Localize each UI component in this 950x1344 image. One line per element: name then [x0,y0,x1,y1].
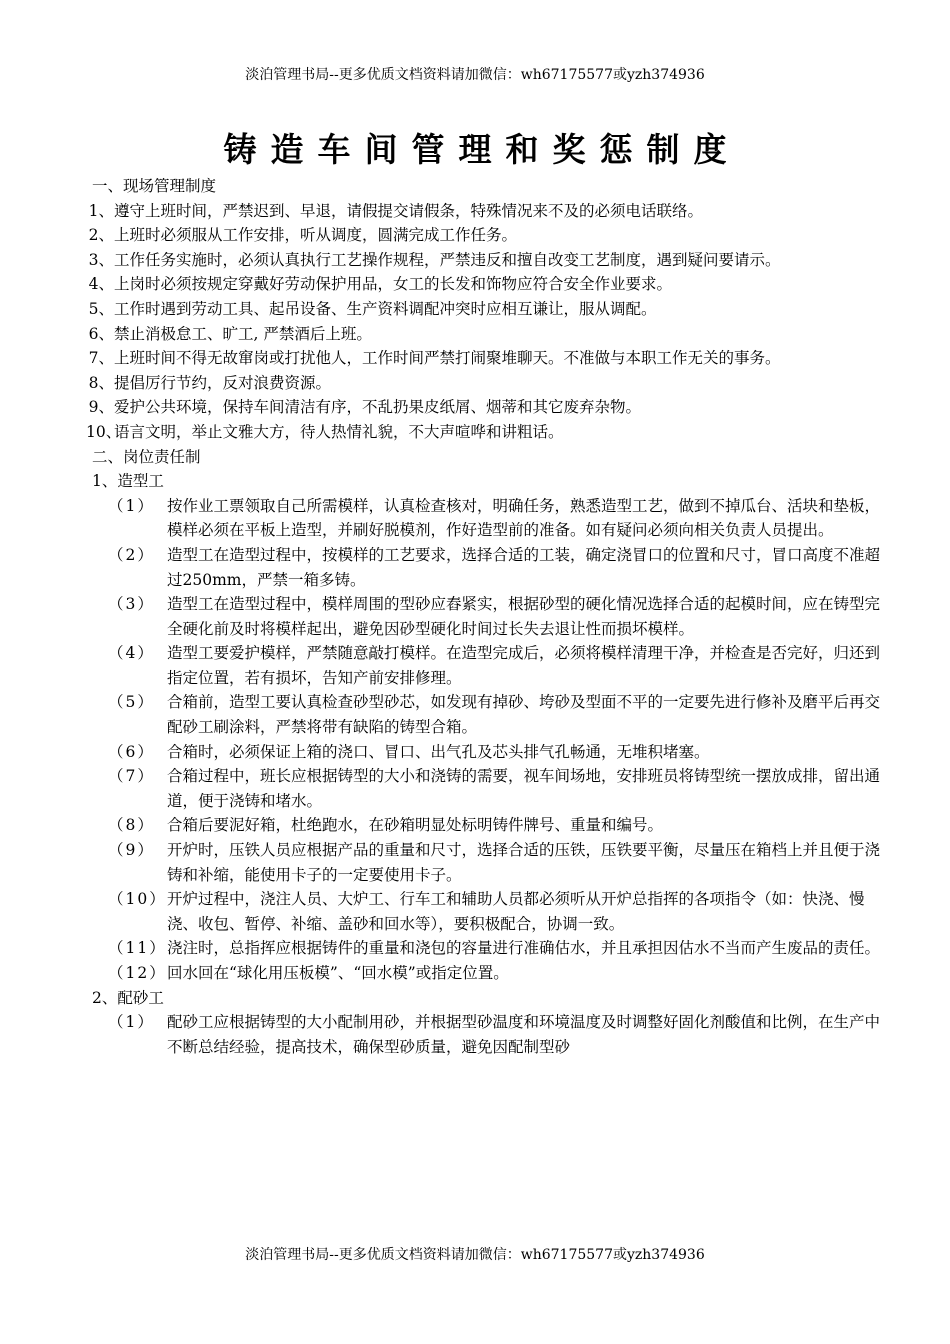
list-item [92,690,882,739]
footer-note: 淡泊管理书局--更多优质文档资料请加微信：wh67175577或yzh374936 [245,1247,705,1263]
item-number: （10） [108,890,167,909]
section-heading: 二、岗位责任制 [92,447,201,466]
list-item [92,887,882,936]
item-number: 2、 [88,226,114,245]
item-number: 6、 [88,324,114,343]
item-number: 3、 [88,250,114,269]
item-text: 爱护公共环境，保持车间清洁有序，不乱扔果皮纸屑、烟蒂和其它废弃杂物。 [114,398,642,417]
item-text: 合箱后要泥好箱，杜绝跑水，在砂箱明显处标明铸件牌号、重量和编号。 [167,816,664,835]
list-item [86,248,882,273]
item-text: 合箱前，造型工要认真检查砂型砂芯，如发现有掉砂、垮砂及型面不平的一定要先进行修补及磨平后再交配砂工刷涂料，严禁将带有缺陷的铸型合箱。 [167,693,881,737]
list-item [92,740,882,765]
item-number: （8） [108,816,155,835]
item-text: 开炉时，压铁人员应根据产品的重量和尺寸，选择合适的压铁，压铁要平衡，尽量压在箱档上并且便于浇铸和补缩，能使用卡子的一定要使用卡子。 [167,841,881,884]
item-number: （6） [108,742,155,761]
item-text: 语言文明，举止文雅大方，待人热情礼貌，不大声喧哗和讲粗话。 [114,422,564,441]
item-text: 按作业工票领取自己所需模样，认真检查核对，明确任务，熟悉造型工艺，做到不掉瓜台、活块和垫板，模样必须在平板上造型，并刷好脱模剂，作好造型前的准备。如有疑问必须向相关负责人员提出。 [167,496,881,540]
header-note: 淡泊管理书局--更多优质文档资料请加微信：wh67175577或yzh374936 [245,67,705,83]
list-item [92,592,882,641]
list-item [92,838,882,887]
list-item [86,395,882,420]
item-number: 4、 [88,275,114,294]
item-text: 工作时遇到劳动工具、起吊设备、生产资料调配冲突时应相互谦让，服从调配。 [114,299,657,318]
item-number: （2） [108,545,155,564]
item-text: 造型工在造型过程中，按模样的工艺要求，选择合适的工装，确定浇冒口的位置和尺寸，冒口高度不准超过250mm，严禁一箱多铸。 [167,545,881,589]
item-text: 开炉过程中，浇注人员、大炉工、行车工和辅助人员都必须听从开炉总指挥的各项指令（如：快浇、慢浇、收包、暂停、补缩、盖砂和回水等），要积极配合，协调一致。 [167,890,865,933]
item-number: （5） [108,693,155,712]
section2-sub1-list [92,494,882,986]
item-number: （9） [108,841,155,860]
section2-sub2-list [92,1010,882,1059]
item-text: 配砂工应根据铸型的大小配制用砂，并根据型砂温度和环境温度及时调整好固化剂酸值和比例，在生产中不断总结经验，提高技术，确保型砂质量，避免因配制型砂 [167,1013,881,1056]
document-title: 铸造车间管理和奖惩制度 [223,130,741,169]
item-number: 10、 [86,422,122,441]
list-item [86,272,882,297]
list-item [86,346,882,371]
item-text: 合箱过程中，班长应根据铸型的大小和浇铸的需要，视车间场地，安排班员将铸型统一摆放成排，留出通道，便于浇铸和堵水。 [167,767,881,810]
item-text: 上班时必须服从工作安排，听从调度，圆满完成工作任务。 [114,226,518,245]
item-text: 遵守上班时间，严禁迟到、早退，请假提交请假条，特殊情况来不及的必须电话联络。 [114,201,704,220]
section-heading: 一、现场管理制度 [92,177,217,195]
item-text: 造型工在造型过程中，模样周围的型砂应舂紧实，根据砂型的硬化情况选择合适的起模时间，应在铸型完全硬化前及时将模样起出，避免因砂型硬化时间过长失去退让性而损坏模样。 [167,595,881,638]
list-item [92,543,882,592]
item-number: （11） [108,939,167,958]
list-item [92,936,882,961]
item-text: 回水回在“球化用压板模”、“回水模”或指定位置。 [167,964,509,982]
item-text: 提倡厉行节约，反对浪费资源。 [114,373,332,392]
list-item [92,764,882,813]
subsection-heading: 2、配砂工 [92,988,164,1007]
item-text: 合箱时，必须保证上箱的浇口、冒口、出气孔及芯头排气孔畅通，无堆积堵塞。 [167,742,710,761]
subsection-heading: 1、造型工 [92,472,164,491]
item-number: （3） [108,595,155,614]
item-number: （7） [108,767,155,786]
item-number: （1） [108,496,155,515]
item-number: 9、 [88,398,114,417]
item-number: 7、 [88,349,114,368]
list-item [86,371,882,396]
list-item [92,494,882,543]
item-text: 上班时间不得无故窜岗或打扰他人，工作时间严禁打闹聚堆聊天。不准做与本职工作无关的事务。 [114,349,781,368]
section1-list [86,199,882,445]
list-item [86,420,882,445]
list-item [92,1010,882,1059]
list-item [86,223,882,248]
item-text: 造型工要爱护模样，严禁随意敲打模样。在造型完成后，必须将模样清理干净，并检查是否完好，归还到指定位置，若有损坏，告知产前安排修理。 [167,644,881,687]
item-text: 上岗时必须按规定穿戴好劳动保护用品，女工的长发和饰物应符合安全作业要求。 [114,275,673,294]
document-body [86,174,882,1059]
item-text: 工作任务实施时，必须认真执行工艺操作规程，严禁违反和擅自改变工艺制度，遇到疑问要请示。 [114,250,781,269]
list-item [86,322,882,347]
item-text: 浇注时，总指挥应根据铸件的重量和浇包的容量进行准确估水，并且承担因估水不当而产生废品的责任。 [167,939,881,958]
item-number: 5、 [88,299,114,318]
list-item [92,813,882,838]
item-number: （1） [108,1013,155,1032]
item-text: 禁止消极怠工、旷工, 严禁酒后上班。 [114,324,372,343]
item-number: （4） [108,644,155,663]
item-number: 1、 [88,201,114,220]
list-item [86,199,882,224]
item-number: 8、 [88,373,114,392]
list-item [92,961,882,986]
item-number: （12） [108,964,167,982]
list-item [92,641,882,690]
list-item [86,297,882,322]
